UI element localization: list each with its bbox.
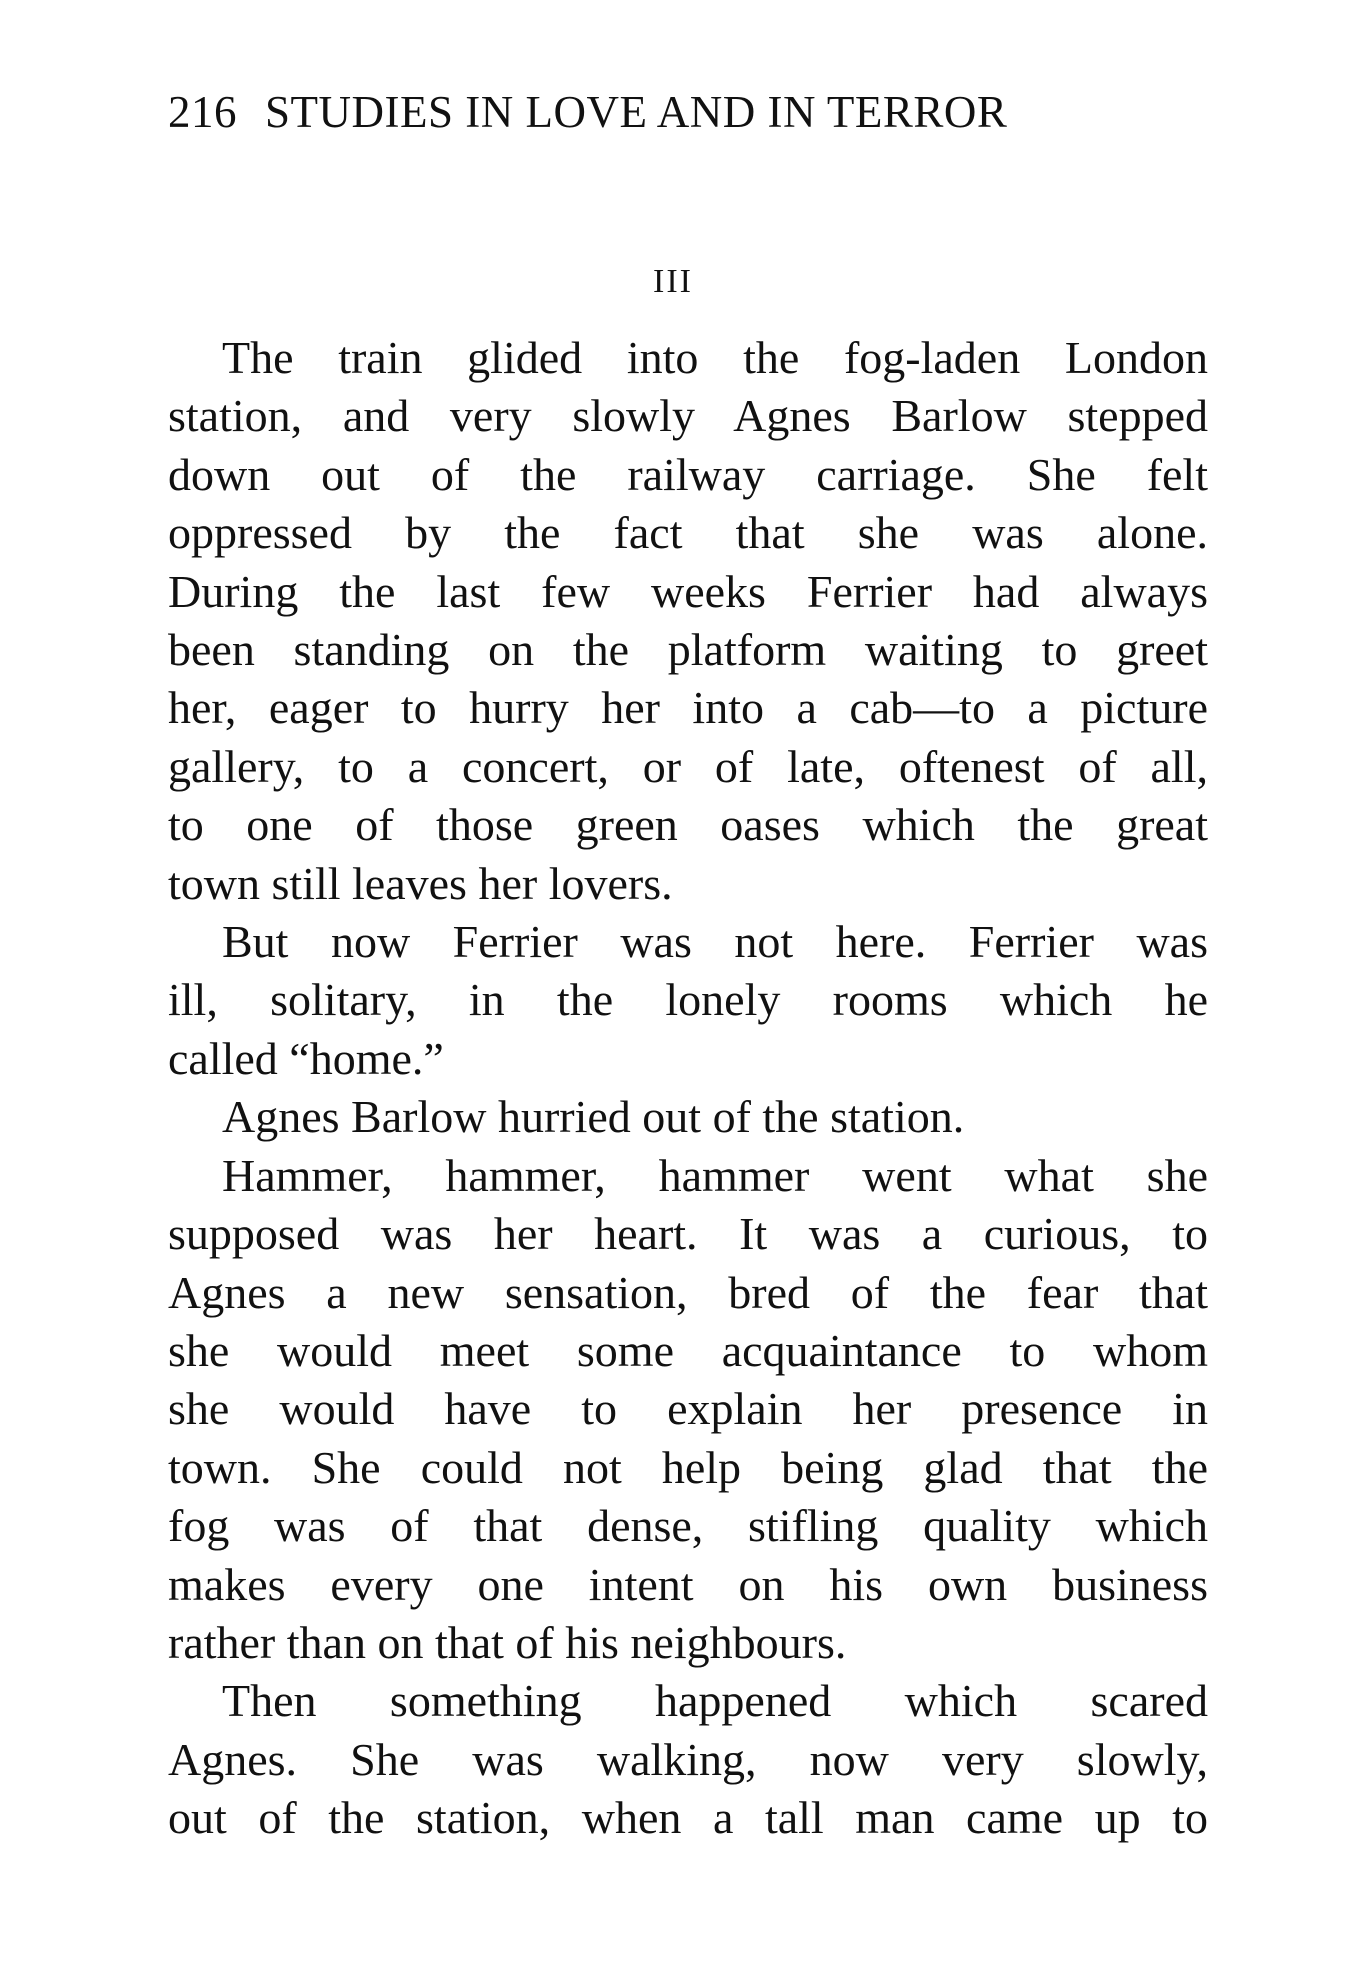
text-line: gallery, to a concert, or of late, oftenest of all, xyxy=(168,740,1208,792)
paragraph xyxy=(168,329,1208,913)
text-line: out of the station, when a tall man came up to xyxy=(168,1792,1208,1844)
text-line: town still leaves her lovers. xyxy=(168,857,673,909)
text-line: to one of those green oases which the great xyxy=(168,799,1208,851)
text-line: oppressed by the fact that she was alone. xyxy=(168,507,1208,559)
text-line: Agnes a new sensation, bred of the fear that xyxy=(168,1266,1208,1318)
text-line: During the last few weeks Ferrier had always xyxy=(168,565,1208,617)
text-line: station, and very slowly Agnes Barlow stepped xyxy=(168,390,1208,442)
text-line: The train glided into the fog-laden London xyxy=(222,332,1208,383)
text-line: town. She could not help being glad that the xyxy=(168,1441,1208,1493)
text-line: But now Ferrier was not here. Ferrier was xyxy=(222,916,1208,968)
text-line: down out of the railway carriage. She felt xyxy=(168,448,1208,500)
text-line: Agnes. She was walking, now very slowly, xyxy=(168,1733,1208,1785)
page-number: 216 xyxy=(168,87,237,137)
text-line: called “home.” xyxy=(168,1032,444,1084)
running-title: STUDIES IN LOVE AND IN TERROR xyxy=(265,87,1008,137)
text-line: makes every one intent on his own business xyxy=(168,1558,1208,1610)
body-text xyxy=(168,329,1208,1848)
chapter-number: III xyxy=(653,263,693,300)
text-line: ill, solitary, in the lonely rooms which he xyxy=(168,974,1208,1026)
text-line: she would meet some acquaintance to whom xyxy=(168,1324,1208,1376)
text-line: Then something happened which scared xyxy=(222,1675,1208,1727)
text-line: her, eager to hurry her into a cab—to a picture xyxy=(168,682,1208,734)
text-line: Agnes Barlow hurried out of the station. xyxy=(222,1091,965,1143)
text-line: fog was of that dense, stifling quality which xyxy=(168,1500,1208,1552)
text-line: she would have to explain her presence in xyxy=(168,1383,1208,1435)
paragraph xyxy=(168,1672,1208,1847)
text-line: been standing on the platform waiting to greet xyxy=(168,624,1208,676)
text-line: supposed was her heart. It was a curious, to xyxy=(168,1208,1208,1260)
text-line: rather than on that of his neighbours. xyxy=(168,1616,847,1668)
running-head xyxy=(168,84,1148,140)
text-line: Hammer, hammer, hammer went what she xyxy=(222,1149,1208,1201)
paragraph xyxy=(168,1147,1208,1673)
paragraph xyxy=(168,1088,1208,1146)
paragraph xyxy=(168,913,1208,1088)
